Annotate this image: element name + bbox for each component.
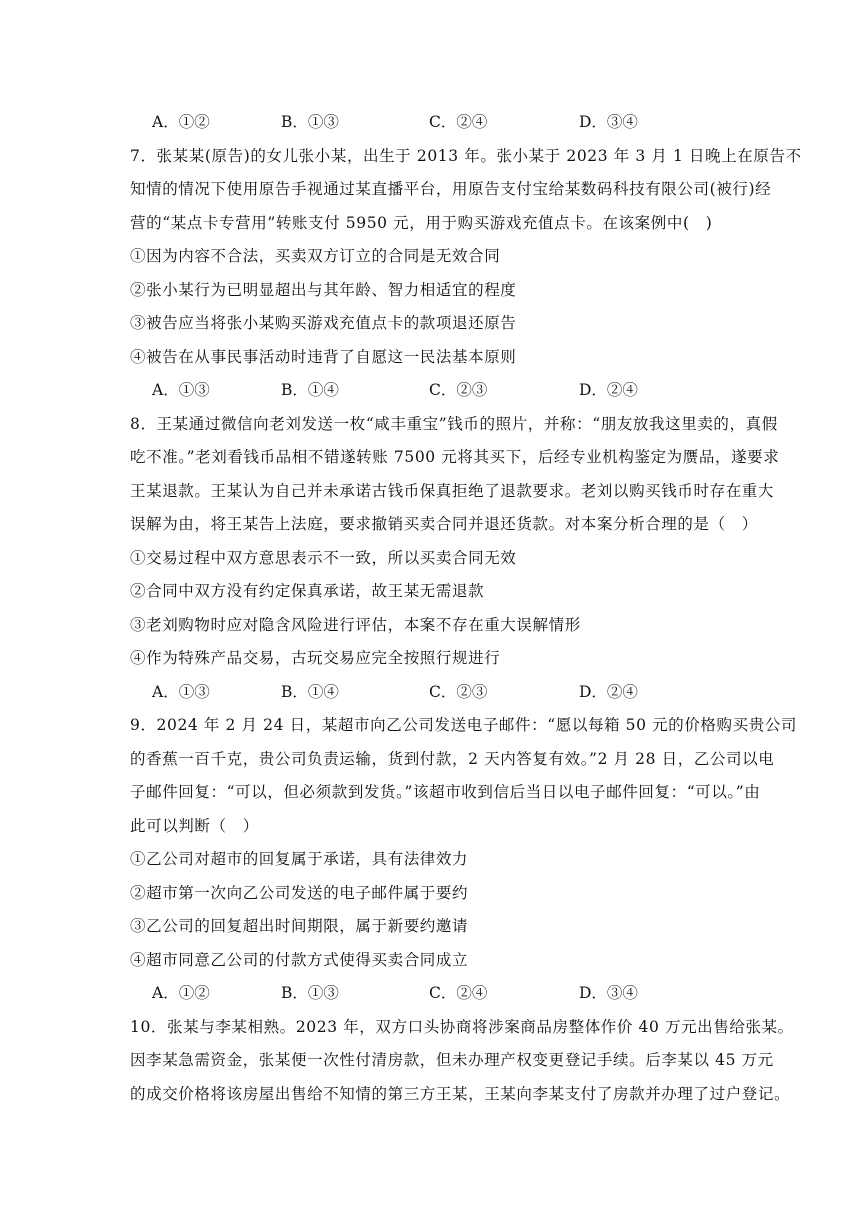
answer-option: C．②④: [429, 113, 488, 131]
text-line: ②合同中双方没有约定保真承诺，故王某无需退款: [130, 582, 485, 600]
answer-option: C．②③: [429, 381, 488, 399]
answer-option: D．③④: [579, 113, 638, 131]
text-line: ①乙公司对超市的回复属于承诺，具有法律效力: [130, 850, 469, 868]
text-line: ③被告应当将张小某购买游戏充值点卡的款项退还原告: [130, 314, 517, 332]
text-line: 营的“某点卡专营用”转账支付 5950 元，用于购买游戏充值点卡。在该案例中( ): [130, 214, 713, 232]
answer-option: C．②③: [429, 683, 488, 701]
text-line: ③老刘购物时应对隐含风险进行评估，本案不存在重大误解情形: [130, 616, 581, 634]
text-line: 王某退款。王某认为自己并未承诺古钱币保真拒绝了退款要求。老刘以购买钱币时存在重大: [130, 482, 775, 500]
text-line: ④作为特殊产品交易，古玩交易应完全按照行规进行: [130, 649, 501, 667]
text-line: ②超市第一次向乙公司发送的电子邮件属于要约: [130, 884, 469, 902]
answer-option: D．③④: [579, 984, 638, 1002]
text-line: 10．张某与李某相熟。2023 年，双方口头协商将涉案商品房整体作价 40 万元出售给张某。: [130, 1018, 794, 1036]
answer-option: A．①②: [152, 984, 210, 1002]
text-line: ①因为内容不合法，买卖双方订立的合同是无效合同: [130, 247, 501, 265]
answer-option: B．①③: [281, 113, 339, 131]
text-line: 因李某急需资金，张某便一次性付清房款，但未办理产权变更登记手续。后李某以 45 万元: [130, 1051, 774, 1069]
answer-option: C．②④: [429, 984, 488, 1002]
text-line: ④被告在从事民事活动时违背了自愿这一民法基本原则: [130, 348, 517, 366]
text-line: ①交易过程中双方意思表示不一致，所以买卖合同无效: [130, 549, 517, 567]
text-line: 的香蕉一百千克，贵公司负责运输，货到付款，2 天内答复有效。”2 月 28 日，乙公司以电: [130, 750, 775, 768]
answer-option: A．①②: [152, 113, 210, 131]
answer-option: B．①④: [281, 381, 339, 399]
answer-option: A．①③: [152, 381, 210, 399]
text-line: 误解为由，将王某告上法庭，要求撤销买卖合同并退还货款。对本案分析合理的是（ ）: [130, 515, 758, 533]
text-line: 此可以判断（ ）: [130, 817, 259, 835]
answer-option: D．②④: [579, 683, 638, 701]
answer-option: B．①③: [281, 984, 339, 1002]
text-line: 吃不准。”老刘看钱币品相不错遂转账 7500 元将其买下，后经专业机构鉴定为赝品，遂要求: [130, 448, 780, 466]
text-line: 知情的情况下使用原告手视通过某直播平台，用原告支付宝给某数码科技有限公司(被行)经: [130, 180, 772, 198]
text-line: 7．张某某(原告)的女儿张小某，出生于 2013 年。张小某于 2023 年 3 月 1 日晚上在原告不: [130, 147, 802, 165]
answer-option: B．①④: [281, 683, 339, 701]
text-line: ④超市同意乙公司的付款方式使得买卖合同成立: [130, 951, 469, 969]
text-line: 的成交价格将该房屋出售给不知情的第三方王某，王某向李某支付了房款并办理了过户登记。: [130, 1085, 791, 1103]
text-line: 子邮件回复：“可以，但必须款到发货。”该超市收到信后当日以电子邮件回复：“可以。”由: [130, 783, 761, 801]
text-line: ③乙公司的回复超出时间期限，属于新要约邀请: [130, 917, 469, 935]
answer-option: D．②④: [579, 381, 638, 399]
answer-option: A．①③: [152, 683, 210, 701]
text-line: 9．2024 年 2 月 24 日，某超市向乙公司发送电子邮件：“愿以每箱 50 元的价格购买贵公司: [130, 716, 798, 734]
text-line: 8．王某通过微信向老刘发送一枚“咸丰重宝”钱币的照片，并称：“朋友放我这里卖的，真假: [130, 415, 778, 433]
text-line: ②张小某行为已明显超出与其年龄、智力相适宜的程度: [130, 281, 517, 299]
